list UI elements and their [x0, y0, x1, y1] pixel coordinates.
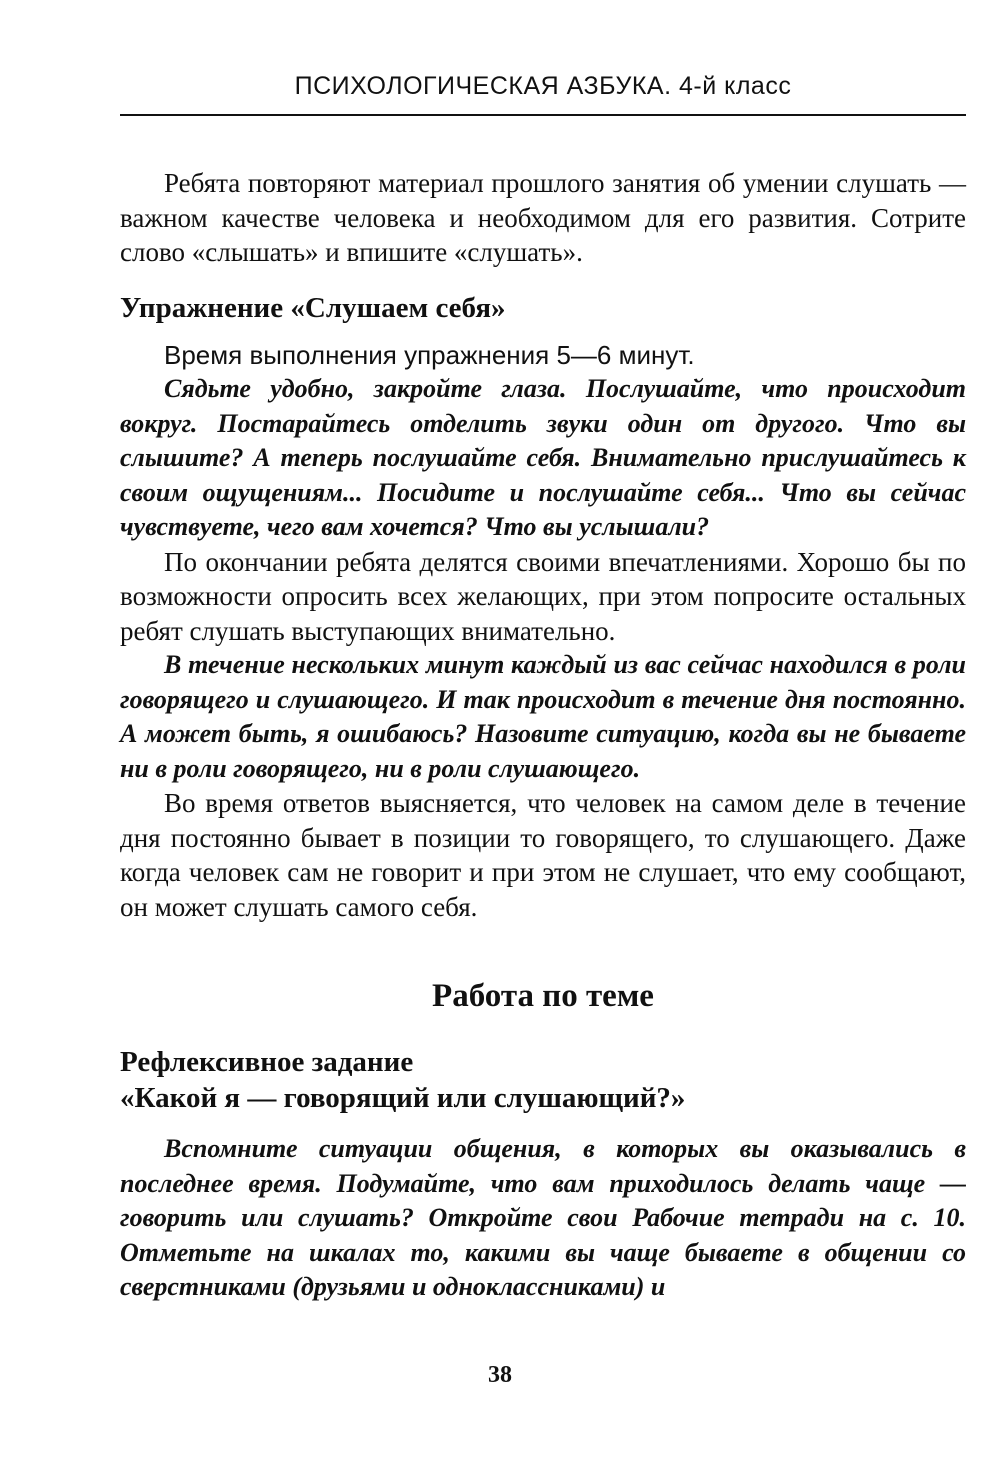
after-exercise-paragraph: По окончании ребята делятся своими впечатлениями. Хорошо бы по возможности опросить всех желающих, при этом попросите остальных ребят слушать выступающих внимательно. — [120, 546, 966, 646]
section-title: Работа по теме — [432, 978, 654, 1014]
exercise-time: Время выполнения упражнения 5—6 минут. — [164, 339, 695, 370]
intro-paragraph: Ребята повторяют материал прошлого занятия об умении слушать — важном качестве человека и необходимом для его развития. Сотрите слово «слышать» и впишите «слушать». — [120, 168, 966, 267]
running-header: ПСИХОЛОГИЧЕСКАЯ АЗБУКА. 4-й класс — [294, 72, 792, 100]
page-number: 38 — [488, 1362, 512, 1388]
page-content — [120, 166, 966, 1305]
roles-question: В течение нескольких минут каждый из вас сейчас находился в роли говорящего и слушающего. И так происходит в течение дня постоянно. А может быть, я ошибаюсь? Назовите ситуацию, когда вы не бываете ни в роли говорящего, ни в роли слушающего. — [120, 650, 966, 783]
task-title-line-2: «Какой я — говорящий или слушающий?» — [120, 1082, 686, 1114]
exercise-instruction: Сядьте удобно, закройте глаза. Послушайте, что происходит вокруг. Постарайтесь отделить звуки один от другого. Что вы слышите? А теперь послушайте себя. Внимательно прислушайтесь к своим ощущениям... Посидите и послушайте себя... Что вы сейчас чувствуете, чего вам хочется? Что вы услышали? — [120, 374, 966, 541]
exercise-title: Упражнение «Слушаем себя» — [120, 291, 506, 324]
task-instruction: Вспомните ситуации общения, в которых вы оказывались в последнее время. Подумайте, что вам приходилось делать чаще — говорить или слушать? Откройте свои Рабочие тетради на с. 10. Отметьте на шкалах то, какими вы чаще бываете в общении со сверстниками (друзьями и одноклассниками) и — [120, 1134, 966, 1301]
answers-paragraph: Во время ответов выясняется, что человек на самом деле в течение дня постоянно бывает в позиции то говорящего, то слушающего. Даже когда человек сам не говорит и при этом не слушает, что ему сообщают, он может слушать самого себя. — [120, 788, 966, 922]
header-rule — [120, 114, 966, 116]
task-title-line-1: Рефлексивное задание — [120, 1046, 414, 1078]
